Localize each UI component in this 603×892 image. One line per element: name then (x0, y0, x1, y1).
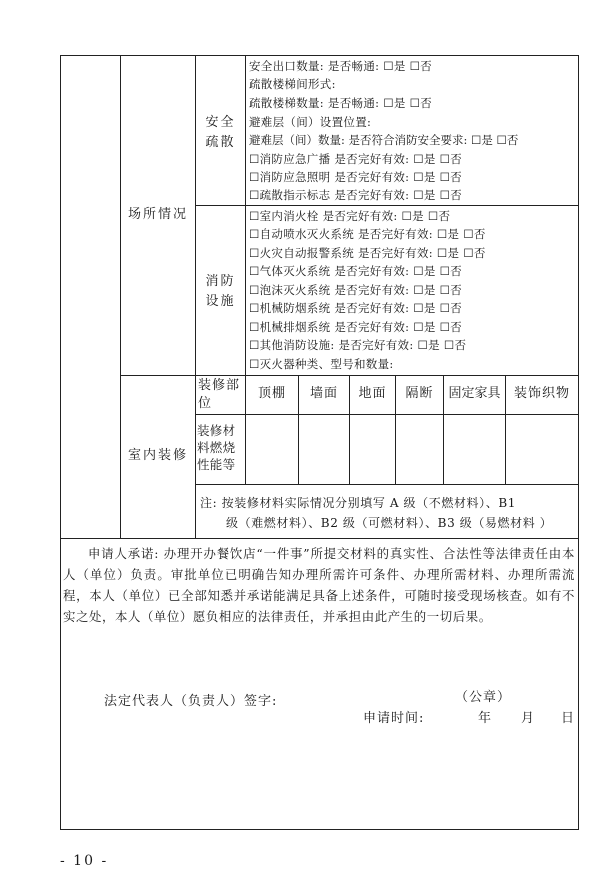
decoration-material-label-line2: 料燃烧 (197, 440, 236, 455)
seal-label: （公章） (455, 690, 512, 705)
row-sep-commitment (60, 538, 579, 539)
evacuation-row: 疏散楼梯数量: 是否畅通: ☐是 ☐否 (249, 96, 433, 110)
decor-col-floor: 地面 (358, 386, 387, 401)
row-sep-material (195, 484, 579, 485)
fire-facility-row: ☐自动喷水灭火系统 是否完好有效: ☐是 ☐否 (249, 227, 486, 241)
table-top-border (60, 55, 579, 56)
decoration-note-line1: 注: 按装修材料实际情况分别填写 A 级（不燃材料）、B1 (200, 496, 517, 510)
table-bottom-border (60, 829, 579, 830)
col-sep-main (120, 55, 121, 538)
signature-label: 法定代表人（负责人）签字: (104, 694, 278, 709)
evacuation-label-line2: 疏散 (205, 135, 236, 150)
fire-facilities-label-line2: 设施 (205, 294, 236, 309)
decoration-section-label: 室内装修 (127, 448, 188, 463)
page-number: - 10 - (60, 853, 109, 869)
fire-facility-row: ☐灭火器种类、型号和数量: (249, 357, 394, 371)
table-right-border (578, 55, 579, 830)
fire-facility-row: ☐其他消防设施: 是否完好有效: ☐是 ☐否 (249, 338, 467, 352)
date-month: 月 (521, 711, 535, 726)
evacuation-row: 疏散楼梯间形式: (249, 77, 336, 91)
decoration-material-label-line1: 装修材 (197, 423, 236, 438)
decoration-position-label-line1: 装修部 (198, 378, 241, 393)
fire-facility-row: ☐火灾自动报警系统 是否完好有效: ☐是 ☐否 (249, 246, 486, 260)
fire-facility-row: ☐机械排烟系统 是否完好有效: ☐是 ☐否 (249, 320, 463, 334)
evacuation-row: ☐疏散指示标志 是否完好有效: ☐是 ☐否 (249, 188, 463, 202)
fire-facility-row: ☐气体灭火系统 是否完好有效: ☐是 ☐否 (249, 264, 463, 278)
fire-facility-row: ☐泡沫灭火系统 是否完好有效: ☐是 ☐否 (249, 283, 463, 297)
table-left-border (60, 55, 61, 830)
date-year: 年 (478, 711, 492, 726)
decor-col-fixed-furniture: 固定家具 (448, 386, 501, 401)
decor-col-wall: 墙面 (309, 386, 338, 401)
row-sep-position (195, 414, 579, 415)
decor-col-partition: 隔断 (405, 386, 434, 401)
fire-facilities-label-line1: 消防 (205, 274, 236, 289)
evacuation-row: 避难层（间）设置位置: (249, 115, 372, 129)
evacuation-label-line1: 安全 (205, 115, 236, 130)
decoration-material-label-line3: 性能等 (197, 457, 236, 472)
site-section-label: 场所情况 (127, 207, 188, 222)
decor-col-ceiling: 顶棚 (257, 386, 286, 401)
commitment-text: 申请人承诺: 办理开办餐饮店“一件事”所提交材料的真实性、合法性等法律责任由本人（单位）负责。审批单位已明确告知办理所需许可条件、办理所需材料、办理所需流程，本人（单位）已全部知悉并承诺能满足具备上述条件，可随时接受现场核查。如有不实之处，本人（单位）愿负相应的法律责任，并承担由此产生的一切后果。 (63, 546, 575, 624)
fire-facility-row: ☐室内消火栓 是否完好有效: ☐是 ☐否 (249, 209, 451, 223)
decor-col-fabric: 装饰织物 (513, 386, 570, 401)
decoration-note-line2: 级（难燃材料）、B2 级（可燃材料）、B3 级（易燃材料 ） (226, 516, 553, 530)
evacuation-row: ☐消防应急照明 是否完好有效: ☐是 ☐否 (249, 170, 463, 184)
col-sep-sub (195, 55, 196, 538)
col-sep-site (245, 55, 246, 375)
date-day: 日 (561, 711, 575, 726)
evacuation-row: ☐消防应急广播 是否完好有效: ☐是 ☐否 (249, 152, 463, 166)
row-sep-evac-fire (195, 205, 579, 206)
evacuation-row: 安全出口数量: 是否畅通: ☐是 ☐否 (249, 59, 433, 73)
date-label: 申请时间: (363, 711, 425, 726)
evacuation-row: 避难层（间）数量: 是否符合消防安全要求: ☐是 ☐否 (249, 133, 519, 147)
decoration-position-label-line2: 位 (198, 396, 212, 411)
fire-facility-row: ☐机械防烟系统 是否完好有效: ☐是 ☐否 (249, 301, 463, 315)
